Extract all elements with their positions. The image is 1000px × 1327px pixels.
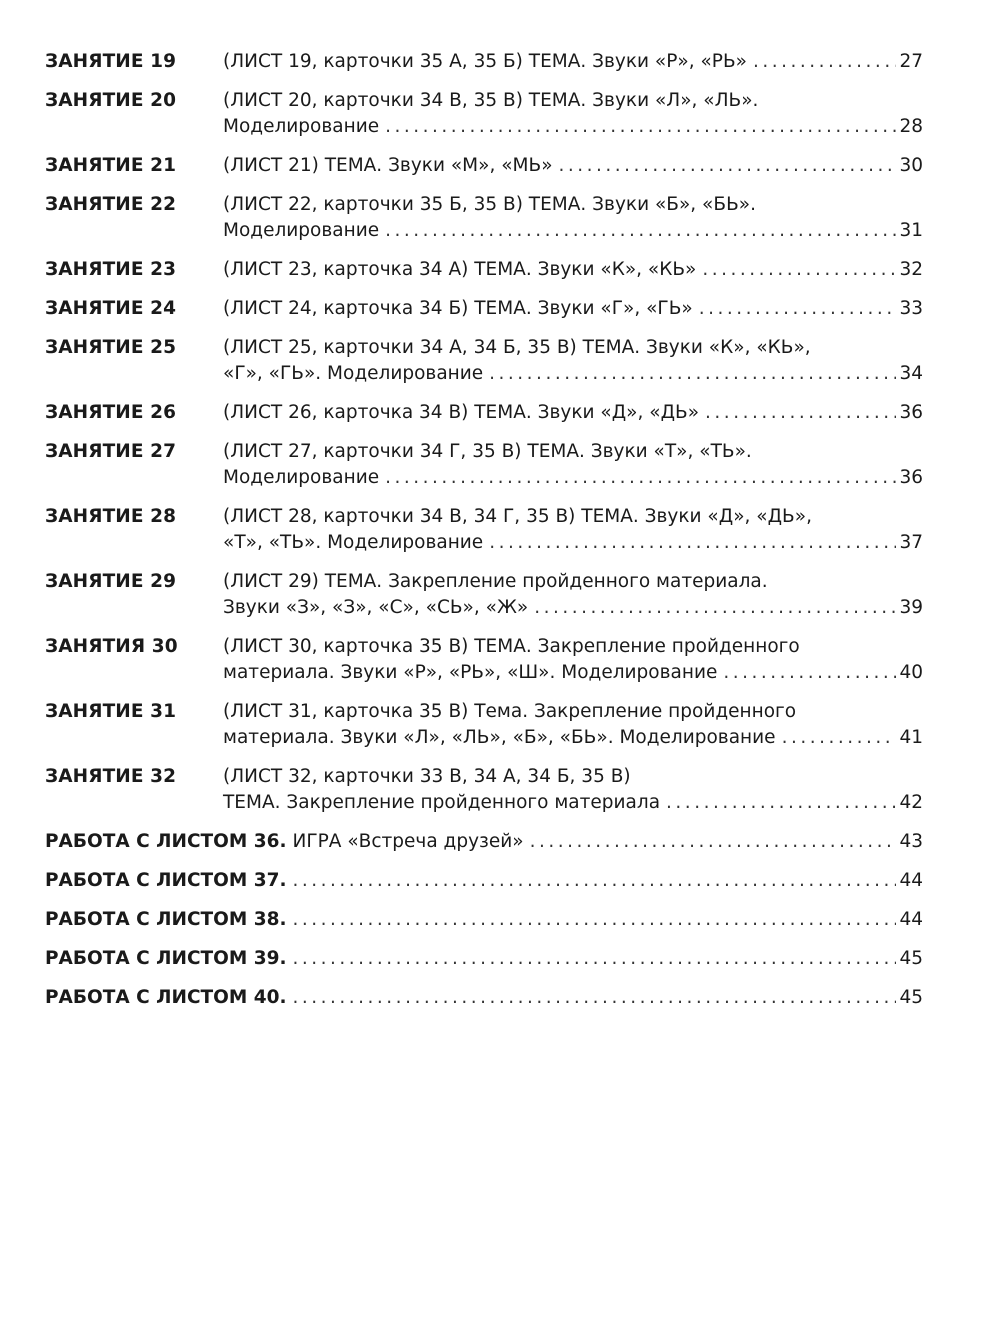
page-number: 28 <box>899 116 923 137</box>
dot-leader <box>666 790 896 816</box>
toc-entry-lesson[interactable] <box>45 400 923 426</box>
lesson-text-line: Моделирование <box>223 467 380 488</box>
lesson-last-line <box>223 465 923 491</box>
lesson-text-line: Звуки «З», «З», «С», «СЬ», «Ж» <box>223 597 529 618</box>
dot-leader <box>705 400 896 426</box>
page-number: 33 <box>899 298 923 319</box>
lesson-description <box>223 296 923 322</box>
toc-entry-lesson[interactable] <box>45 192 923 244</box>
lesson-text-line: Моделирование <box>223 116 380 137</box>
page-number: 45 <box>899 948 923 969</box>
lesson-description <box>223 764 923 816</box>
lesson-label: ЗАНЯТИЕ 23 <box>45 259 177 280</box>
page-number: 37 <box>899 532 923 553</box>
dot-leader <box>385 218 896 244</box>
lesson-text-line: (ЛИСТ 31, карточка 35 В) Тема. Закрепление пройденного <box>223 701 797 722</box>
page-number: 39 <box>899 597 923 618</box>
worksheet-text: ИГРА «Встреча друзей» <box>292 831 524 852</box>
lesson-last-line <box>223 296 923 322</box>
lesson-text-line: (ЛИСТ 23, карточка 34 А) ТЕМА. Звуки «К», «КЬ» <box>223 259 697 280</box>
page-number: 43 <box>899 831 923 852</box>
lesson-label: ЗАНЯТИЕ 32 <box>45 766 177 787</box>
page-number: 36 <box>899 402 923 423</box>
page-number: 36 <box>899 467 923 488</box>
lesson-description <box>223 335 923 387</box>
lesson-text-line: (ЛИСТ 32, карточки 33 В, 34 А, 34 Б, 35 В) <box>223 766 631 787</box>
lesson-label: ЗАНЯТИЕ 22 <box>45 194 177 215</box>
lesson-description <box>223 257 923 283</box>
toc-entry-lesson[interactable] <box>45 257 923 283</box>
toc-entry-lesson[interactable] <box>45 88 923 140</box>
lesson-last-line <box>223 725 923 751</box>
lesson-text-line: (ЛИСТ 19, карточки 35 А, 35 Б) ТЕМА. Звуки «Р», «РЬ» <box>223 51 747 72</box>
lesson-label: ЗАНЯТИЕ 20 <box>45 90 177 111</box>
toc-entry-lesson[interactable] <box>45 569 923 621</box>
lesson-label: ЗАНЯТИЯ 30 <box>45 636 178 657</box>
lesson-text-line: (ЛИСТ 27, карточки 34 Г, 35 В) ТЕМА. Звуки «Т», «ТЬ». <box>223 441 752 462</box>
lesson-last-line <box>223 400 923 426</box>
lesson-text-line: (ЛИСТ 30, карточка 35 В) ТЕМА. Закрепление пройденного <box>223 636 800 657</box>
page-number: 44 <box>899 870 923 891</box>
lesson-text-line: (ЛИСТ 25, карточки 34 А, 34 Б, 35 В) ТЕМА. Звуки «К», «КЬ», <box>223 337 811 358</box>
lesson-label: ЗАНЯТИЕ 21 <box>45 155 177 176</box>
lesson-text-line: (ЛИСТ 29) ТЕМА. Закрепление пройденного материала. <box>223 571 768 592</box>
lesson-last-line <box>223 114 923 140</box>
lesson-last-line <box>223 595 923 621</box>
lesson-description <box>223 192 923 244</box>
lesson-description <box>223 699 923 751</box>
worksheet-label: РАБОТА С ЛИСТОМ 40. <box>45 987 287 1008</box>
lesson-description <box>223 400 923 426</box>
lesson-label: ЗАНЯТИЕ 28 <box>45 506 177 527</box>
lesson-label: ЗАНЯТИЕ 27 <box>45 441 177 462</box>
lesson-text-line: (ЛИСТ 28, карточки 34 В, 34 Г, 35 В) ТЕМА. Звуки «Д», «ДЬ», <box>223 506 812 527</box>
dot-leader <box>293 985 897 1011</box>
dot-leader <box>702 257 896 283</box>
worksheet-label: РАБОТА С ЛИСТОМ 37. <box>45 870 287 891</box>
lesson-description <box>223 88 923 140</box>
page-number: 42 <box>899 792 923 813</box>
page-number: 44 <box>899 909 923 930</box>
dot-leader <box>293 946 897 972</box>
lesson-last-line <box>223 530 923 556</box>
page-number: 30 <box>899 155 923 176</box>
dot-leader <box>293 907 897 933</box>
toc-entry-worksheet[interactable] <box>45 907 923 933</box>
page-number: 34 <box>899 363 923 384</box>
lesson-description <box>223 49 923 75</box>
lesson-description <box>223 504 923 556</box>
lesson-last-line <box>223 790 923 816</box>
dot-leader <box>489 361 896 387</box>
lesson-text-line: (ЛИСТ 21) ТЕМА. Звуки «М», «МЬ» <box>223 155 553 176</box>
toc-entry-lesson[interactable] <box>45 699 923 751</box>
page-number: 45 <box>899 987 923 1008</box>
lesson-last-line <box>223 361 923 387</box>
dot-leader <box>293 868 897 894</box>
lesson-label: ЗАНЯТИЕ 26 <box>45 402 177 423</box>
worksheet-label: РАБОТА С ЛИСТОМ 39. <box>45 948 287 969</box>
lesson-label: ЗАНЯТИЕ 31 <box>45 701 177 722</box>
toc-entry-lesson[interactable] <box>45 504 923 556</box>
dot-leader <box>489 530 896 556</box>
lesson-text-line: материала. Звуки «Л», «ЛЬ», «Б», «БЬ». Моделирование <box>223 727 776 748</box>
dot-leader <box>385 114 896 140</box>
toc-entry-worksheet[interactable] <box>45 985 923 1011</box>
lesson-label: ЗАНЯТИЕ 25 <box>45 337 177 358</box>
lesson-text-line: (ЛИСТ 20, карточки 34 В, 35 В) ТЕМА. Звуки «Л», «ЛЬ». <box>223 90 759 111</box>
page-number: 32 <box>899 259 923 280</box>
lesson-text-line: материала. Звуки «Р», «РЬ», «Ш». Моделирование <box>223 662 718 683</box>
lesson-text-line: Моделирование <box>223 220 380 241</box>
page-number: 27 <box>899 51 923 72</box>
toc-entry-lesson[interactable] <box>45 439 923 491</box>
lesson-description <box>223 569 923 621</box>
lesson-text-line: (ЛИСТ 24, карточка 34 Б) ТЕМА. Звуки «Г», «ГЬ» <box>223 298 693 319</box>
lesson-label: ЗАНЯТИЕ 29 <box>45 571 177 592</box>
lesson-last-line <box>223 218 923 244</box>
toc-entry-worksheet[interactable] <box>45 829 923 855</box>
toc-entry-lesson[interactable] <box>45 296 923 322</box>
toc-entry-lesson[interactable] <box>45 335 923 387</box>
toc-entry-lesson[interactable] <box>45 634 923 686</box>
dot-leader <box>530 829 897 855</box>
dot-leader <box>782 725 897 751</box>
dot-leader <box>385 465 896 491</box>
lesson-text-line: (ЛИСТ 26, карточка 34 В) ТЕМА. Звуки «Д», «ДЬ» <box>223 402 700 423</box>
table-of-contents <box>45 49 923 1024</box>
dot-leader <box>723 660 896 686</box>
toc-entry-worksheet[interactable] <box>45 946 923 972</box>
lesson-text-line: (ЛИСТ 22, карточки 35 Б, 35 В) ТЕМА. Звуки «Б», «БЬ». <box>223 194 756 215</box>
page-number: 41 <box>899 727 923 748</box>
lesson-text-line: ТЕМА. Закрепление пройденного материала <box>223 792 661 813</box>
toc-entry-lesson[interactable] <box>45 764 923 816</box>
dot-leader <box>699 296 897 322</box>
toc-entry-worksheet[interactable] <box>45 868 923 894</box>
dot-leader <box>534 595 896 621</box>
lesson-description <box>223 153 923 179</box>
lesson-text-line: «Г», «ГЬ». Моделирование <box>223 363 484 384</box>
lesson-description <box>223 439 923 491</box>
page-number: 40 <box>899 662 923 683</box>
lesson-description <box>223 634 923 686</box>
worksheet-label: РАБОТА С ЛИСТОМ 36. <box>45 831 287 852</box>
dot-leader <box>559 153 897 179</box>
lesson-label: ЗАНЯТИЕ 24 <box>45 298 177 319</box>
toc-entry-lesson[interactable] <box>45 49 923 75</box>
lesson-text-line: «Т», «ТЬ». Моделирование <box>223 532 484 553</box>
lesson-label: ЗАНЯТИЕ 19 <box>45 51 177 72</box>
lesson-last-line <box>223 49 923 75</box>
page-number: 31 <box>899 220 923 241</box>
lesson-last-line <box>223 153 923 179</box>
toc-entry-lesson[interactable] <box>45 153 923 179</box>
lesson-last-line <box>223 660 923 686</box>
lesson-last-line <box>223 257 923 283</box>
dot-leader <box>753 49 896 75</box>
worksheet-label: РАБОТА С ЛИСТОМ 38. <box>45 909 287 930</box>
